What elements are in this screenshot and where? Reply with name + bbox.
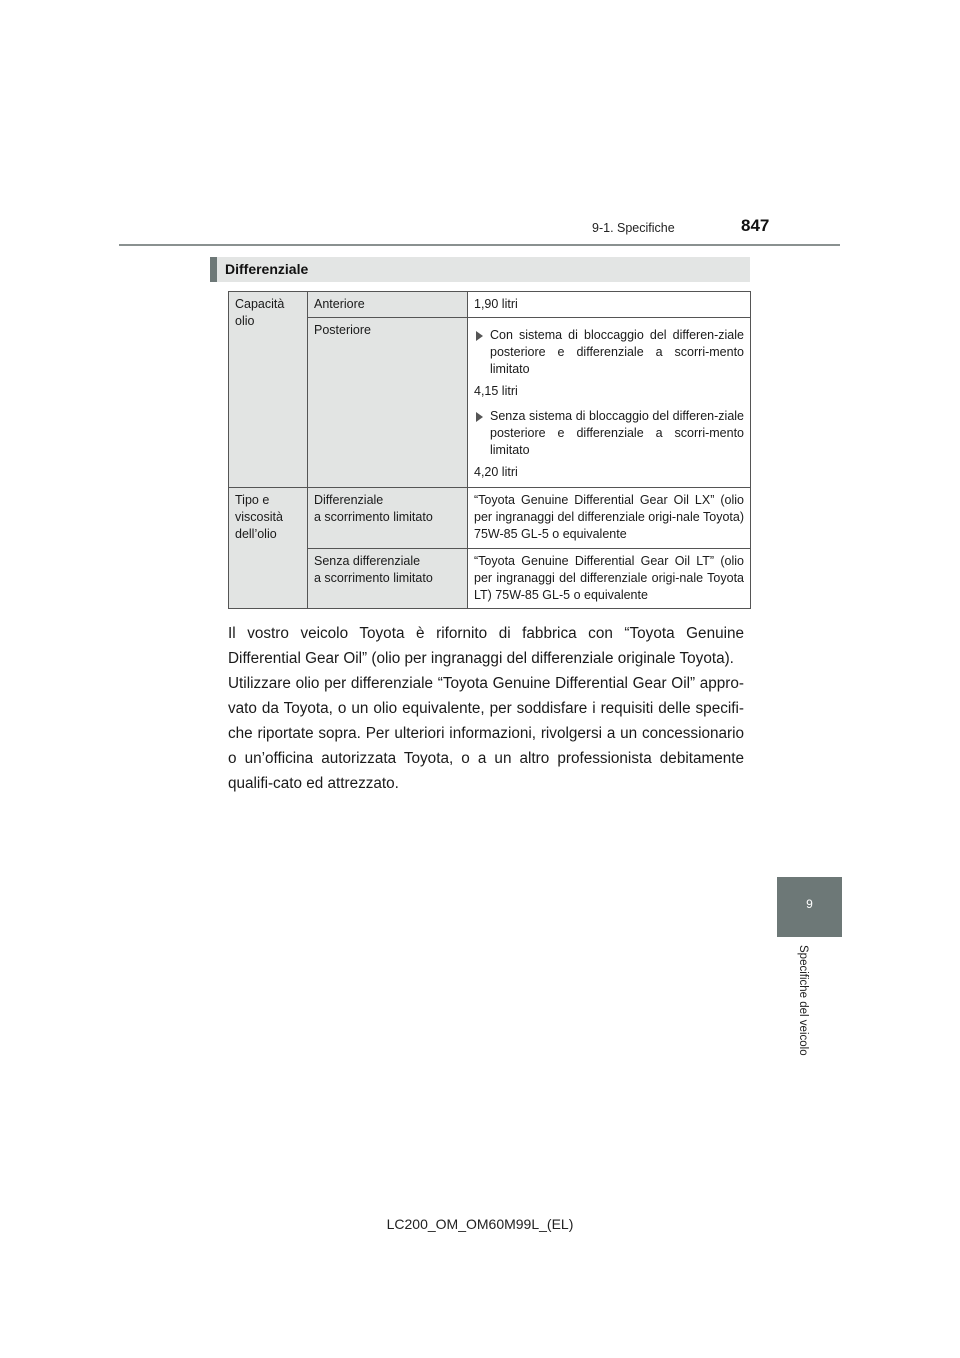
footer-doc-code: LC200_OM_OM60M99L_(EL) [386,1216,574,1232]
oil-type-label: Tipo e viscosità dell’olio [229,488,308,609]
no-lsd-label: Senza differenziale a scorrimento limitato [308,549,468,609]
section-heading-bar [210,257,750,282]
table-row [229,292,751,318]
oil-capacity-label: Capacità olio [229,292,308,488]
rear-option-1: Con sistema di bloccaggio del differen-ziale posteriore e differenziale a scorri-mento limitato [474,327,744,378]
arrow-right-icon [476,412,483,422]
chapter-tab [777,877,842,937]
lsd-label: Differenziale a scorrimento limitato [308,488,468,549]
header-section-title: 9-1. Specifiche [592,221,675,235]
rear-values-cell [468,318,751,488]
body-text [228,621,744,796]
header-divider [119,244,840,246]
table-row [229,549,751,609]
paragraph: Il vostro veicolo Toyota è rifornito di fabbrica con “Toyota Genuine Differential Gear Oil” (olio per ingranaggi del differenziale originale Toyota). [228,625,744,667]
arrow-right-icon [476,331,483,341]
front-label: Anteriore [308,292,468,318]
rear-value-1: 4,15 litri [474,384,518,398]
no-lsd-oil-value: “Toyota Genuine Differential Gear Oil LT” (olio per ingranaggi del differenziale origi-nale Toyota LT) 75W-85 GL-5 o equivalente [468,549,751,609]
chapter-label: Specifiche del veicolo [797,945,809,1056]
chapter-number: 9 [806,897,813,911]
page-number: 847 [741,216,770,235]
rear-option-2: Senza sistema di bloccaggio del differen-ziale posteriore e differenziale a scorri-mento limitato [474,408,744,459]
lsd-oil-value: “Toyota Genuine Differential Gear Oil LX” (olio per ingranaggi del differenziale origi-nale Toyota) 75W-85 GL-5 o equivalente [468,488,751,549]
front-value: 1,90 litri [468,292,751,318]
table-row [229,318,751,488]
rear-label: Posteriore [308,318,468,488]
paragraph: Utilizzare olio per differenziale “Toyota Genuine Differential Gear Oil” appro-vato da Toyota, o un olio equivalente, per soddisfare i requisiti delle specifi-che riportate sopra. Per ulteriori informazioni, rivolgersi a un concessionario o un’officina autorizzata Toyota, o a un altro professionista debitamente qualifi-cato ed attrezzato. [228,675,744,792]
differential-spec-table [228,291,751,609]
section-title: Differenziale [225,261,309,277]
table-row [229,488,751,549]
rear-value-2: 4,20 litri [474,465,518,479]
